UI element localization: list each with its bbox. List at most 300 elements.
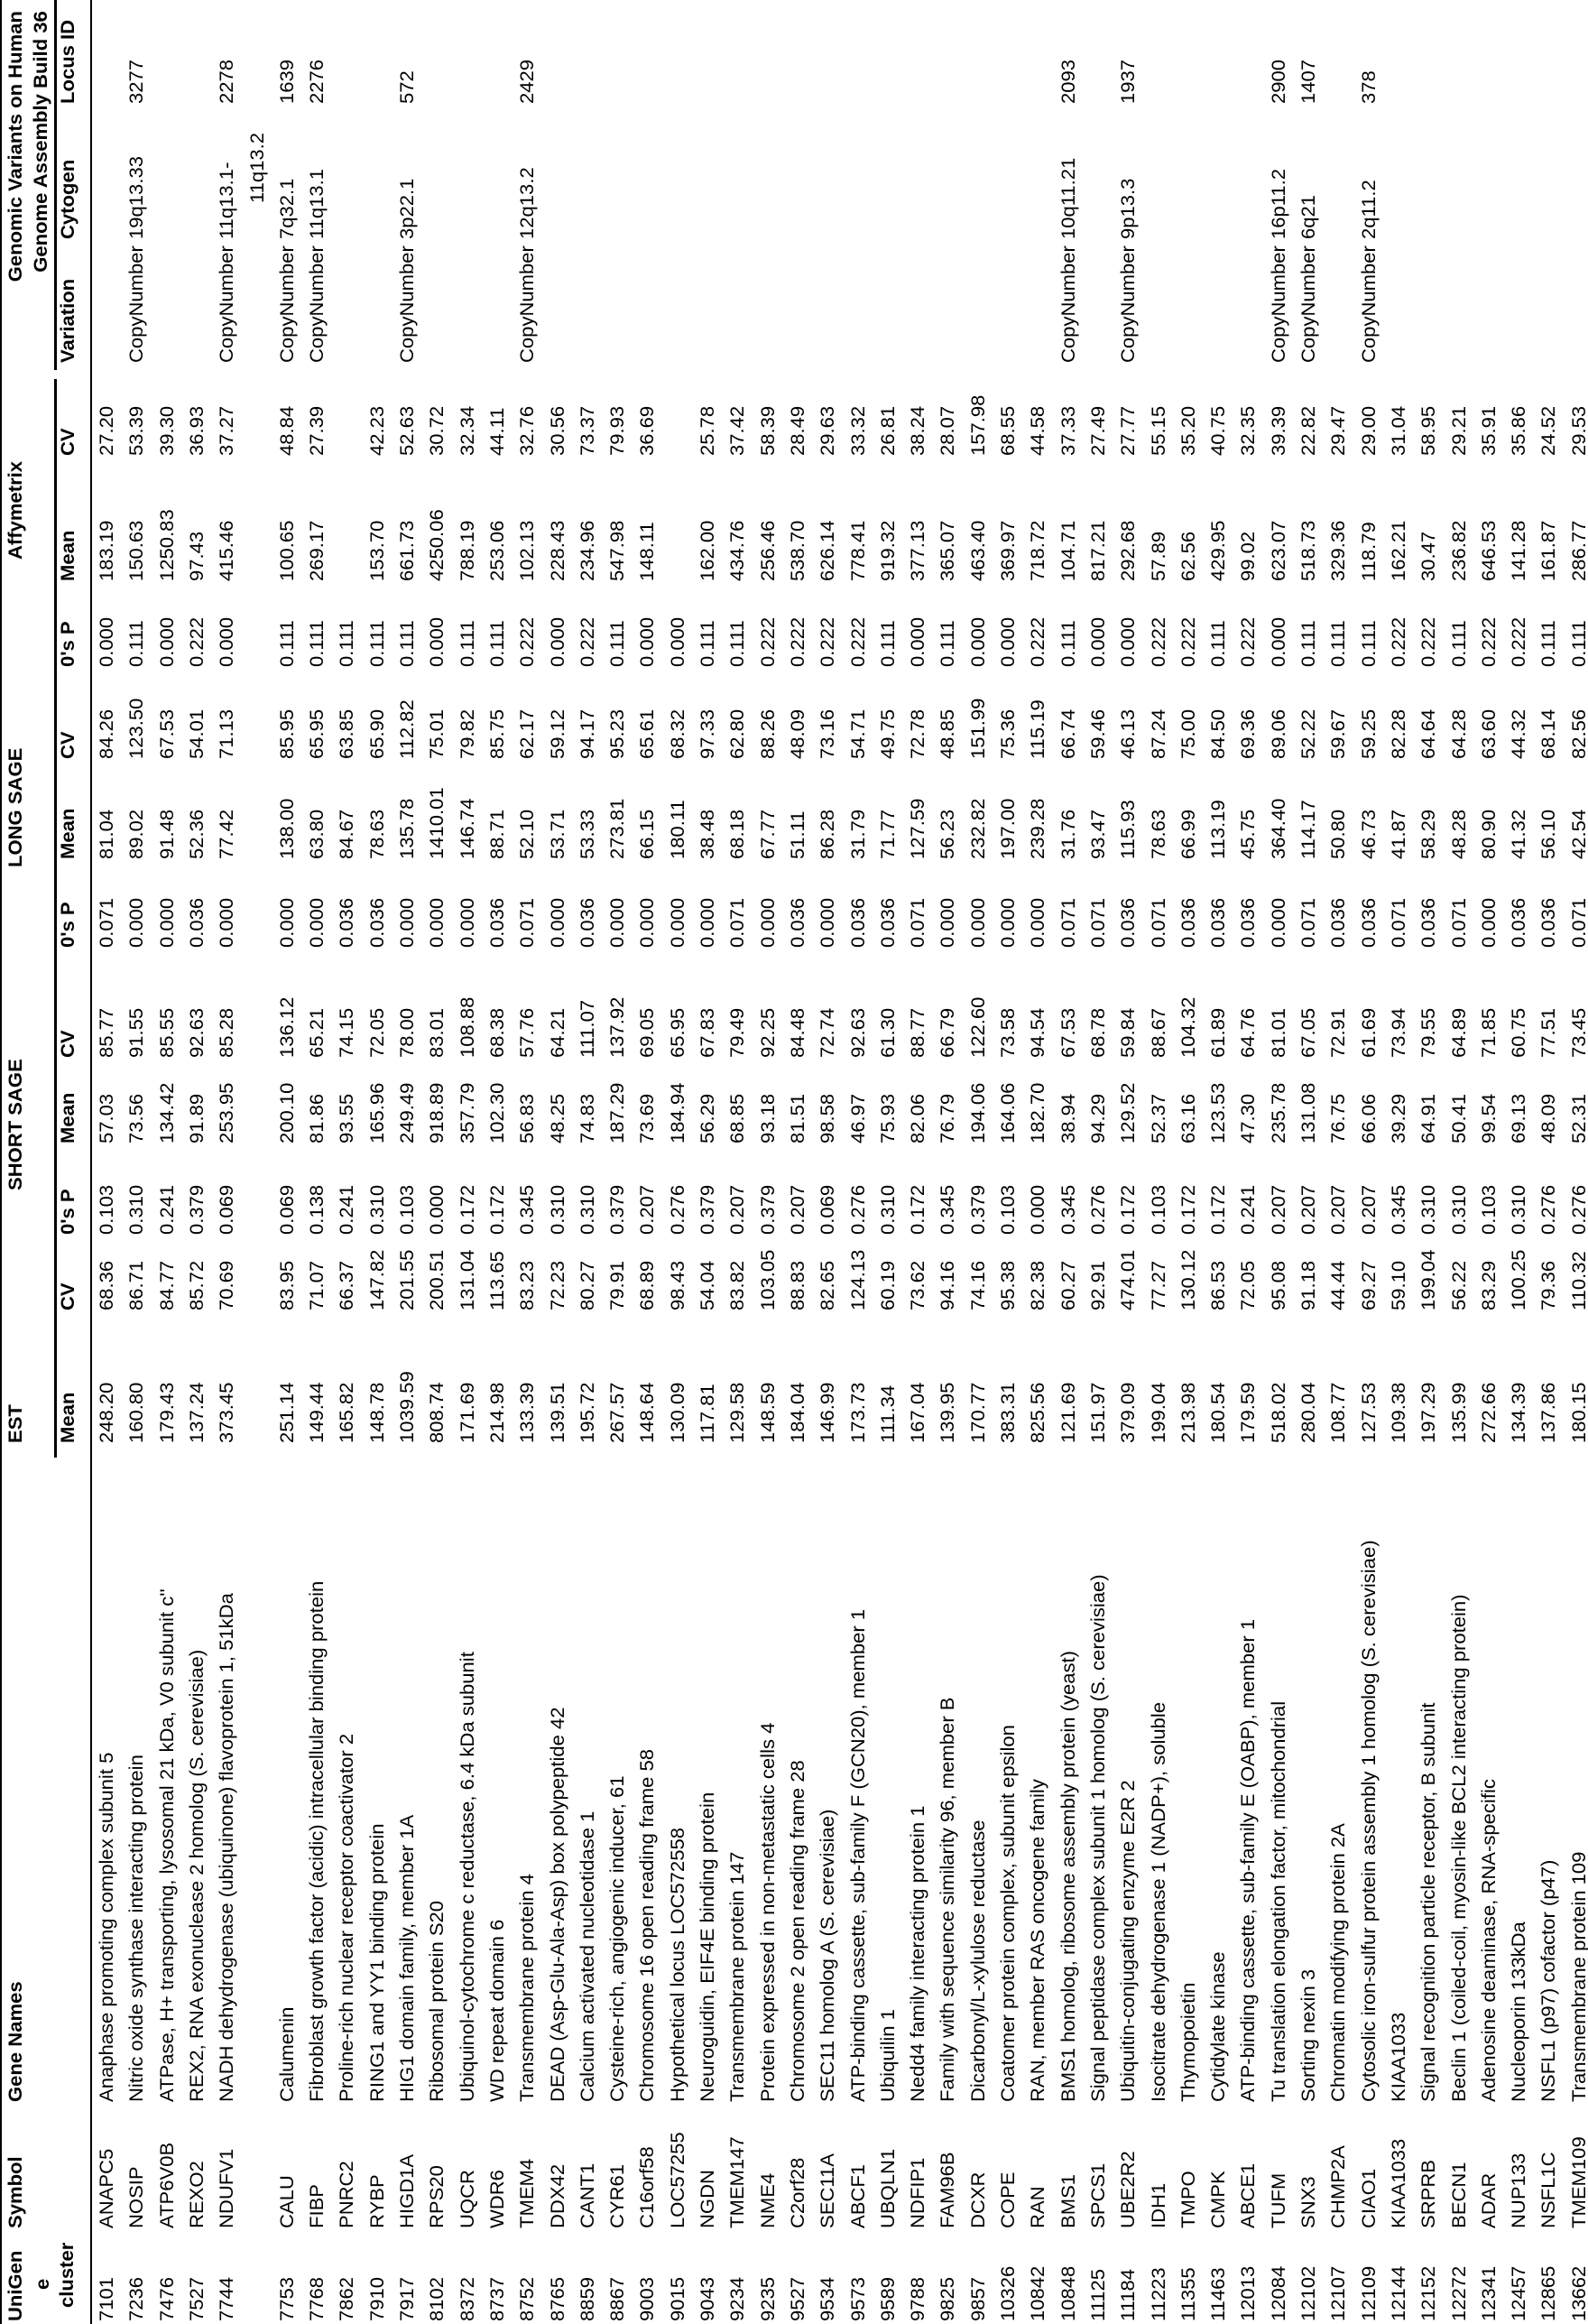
cell-short-sage-cv: 73.45 — [1567, 1010, 1588, 1058]
cell-variation: CopyNumber — [305, 251, 330, 363]
cell-gene-name: Nitric oxide synthase interacting protein — [125, 1771, 150, 2102]
cell-locus-id: 3277 — [125, 61, 150, 104]
cell-unigene-cluster: 7527 — [185, 2279, 210, 2321]
cell-affymetrix-cv: 38.24 — [906, 408, 931, 456]
cell-cytogen: 6q21 — [1297, 197, 1322, 239]
cell-unigene-cluster: 9534 — [816, 2279, 841, 2321]
cell-est-mean: 127.53 — [1357, 1385, 1382, 1443]
cell-short-sage-mean: 123.53 — [1206, 1086, 1232, 1143]
cell-short-sage-mean: 73.69 — [635, 1096, 660, 1143]
cell-est-cv: 54.04 — [696, 1263, 721, 1310]
cell-short-sage-zeros-p: 0.207 — [1297, 1187, 1322, 1235]
cell-short-sage-cv: 72.74 — [816, 1010, 841, 1058]
cell-unigene-cluster: 8102 — [425, 2279, 450, 2321]
cell-long-sage-cv: 82.28 — [1387, 711, 1412, 759]
cell-long-sage-cv: 54.01 — [185, 711, 210, 759]
cell-short-sage-zeros-p: 0.172 — [456, 1187, 481, 1235]
cell-variation: CopyNumber — [1057, 251, 1082, 363]
cell-short-sage-cv: 77.51 — [1537, 1010, 1562, 1058]
cell-long-sage-cv: 89.06 — [1267, 711, 1292, 759]
cell-affymetrix-cv: 79.93 — [605, 408, 631, 456]
cell-long-sage-mean: 66.99 — [1177, 811, 1202, 859]
cell-long-sage-mean: 41.32 — [1507, 811, 1532, 859]
cell-gene-symbol: UBQLN1 — [876, 2153, 901, 2228]
subheader-affymetrix-zeros-p: 0's P — [56, 624, 81, 667]
cell-gene-name: Tu translation elongation factor, mitochondrial — [1267, 1720, 1292, 2102]
cell-long-sage-mean: 1410.01 — [425, 791, 450, 859]
cell-short-sage-cv: 71.85 — [1477, 1010, 1502, 1058]
cell-est-mean: 179.43 — [155, 1385, 180, 1443]
cell-long-sage-zeros-p: 0.036 — [1417, 900, 1442, 948]
cell-short-sage-mean: 81.51 — [786, 1096, 811, 1143]
cell-gene-name: Transmembrane protein 109 — [1567, 1864, 1588, 2102]
cell-affymetrix-cv: 73.37 — [576, 408, 601, 456]
cell-gene-name: Ribosomal protein S20 — [425, 1911, 450, 2102]
subheader-locus-id: Locus ID — [56, 23, 81, 104]
cell-long-sage-cv: 85.95 — [275, 711, 300, 759]
cell-gene-symbol: IDH1 — [1147, 2185, 1172, 2228]
cell-short-sage-mean: 918.89 — [425, 1086, 450, 1143]
cell-unigene-cluster: 7753 — [275, 2279, 300, 2321]
cell-long-sage-cv: 62.80 — [725, 711, 751, 759]
cell-gene-name: Dicarbonyl/L-xylulose reductase — [966, 1833, 992, 2102]
cell-long-sage-mean: 84.67 — [335, 811, 360, 859]
cell-est-cv: 474.01 — [1116, 1253, 1141, 1310]
cell-variation: CopyNumber — [1116, 251, 1141, 363]
subheader-long-sage-cv: CV — [56, 733, 81, 759]
cell-affymetrix-zeros-p: 0.000 — [425, 619, 450, 667]
cell-long-sage-cv: 151.99 — [966, 701, 992, 759]
cell-gene-symbol: SEC11A — [816, 2157, 841, 2228]
cell-affymetrix-cv: 28.49 — [786, 408, 811, 456]
cell-gene-name: Transmembrane protein 147 — [725, 1864, 751, 2102]
cell-long-sage-zeros-p: 0.071 — [906, 900, 931, 948]
cell-affymetrix-mean: 236.82 — [1447, 523, 1473, 581]
cell-affymetrix-mean: 329.36 — [1326, 523, 1352, 581]
cell-affymetrix-zeros-p: 0.111 — [936, 623, 961, 667]
cell-unigene-cluster: 7101 — [95, 2279, 120, 2321]
cell-short-sage-cv: 61.30 — [876, 1010, 901, 1058]
cell-long-sage-zeros-p: 0.036 — [1116, 900, 1141, 948]
cell-long-sage-zeros-p: 0.071 — [1297, 900, 1322, 948]
cell-short-sage-zeros-p: 0.276 — [666, 1187, 691, 1235]
cell-unigene-cluster: 8867 — [605, 2279, 631, 2321]
cell-affymetrix-zeros-p: 0.111 — [605, 623, 631, 667]
cell-gene-name: Calcium activated nucleotidase 1 — [576, 1825, 601, 2102]
cell-long-sage-cv: 75.01 — [425, 711, 450, 759]
cell-affymetrix-cv: 68.55 — [996, 408, 1021, 456]
cell-gene-name: Sorting nexin 3 — [1297, 1976, 1322, 2102]
cell-gene-symbol: NUP133 — [1507, 2157, 1532, 2228]
cell-short-sage-zeros-p: 0.241 — [335, 1187, 360, 1235]
cell-long-sage-mean: 52.36 — [185, 811, 210, 859]
cell-short-sage-zeros-p: 0.310 — [546, 1187, 571, 1235]
cell-long-sage-cv: 48.85 — [936, 711, 961, 759]
cell-gene-name: Neuroguidin, EIF4E binding protein — [696, 1807, 721, 2102]
cell-short-sage-cv: 67.05 — [1297, 1010, 1322, 1058]
cell-affymetrix-mean: 97.43 — [185, 533, 210, 581]
cell-affymetrix-zeros-p: 0.111 — [1447, 623, 1473, 667]
cell-long-sage-zeros-p: 0.000 — [666, 900, 691, 948]
cell-gene-name: RAN, member RAS oncogene family — [1026, 1794, 1051, 2102]
cell-long-sage-cv: 123.50 — [125, 701, 150, 759]
cell-unigene-cluster: 8765 — [546, 2279, 571, 2321]
cell-affymetrix-mean: 153.70 — [365, 523, 391, 581]
cell-long-sage-cv: 88.26 — [756, 711, 781, 759]
cell-affymetrix-mean: 623.07 — [1267, 523, 1292, 581]
cell-locus-id: 1639 — [275, 61, 300, 104]
cell-affymetrix-zeros-p: 0.000 — [966, 619, 992, 667]
cell-long-sage-mean: 93.47 — [1086, 811, 1112, 859]
cell-est-mean: 197.29 — [1417, 1385, 1442, 1443]
cell-gene-name: Nucleoporin 133kDa — [1507, 1930, 1532, 2102]
cell-unigene-cluster: 12272 — [1447, 2269, 1473, 2321]
cell-locus-id: 2276 — [305, 61, 330, 104]
cell-affymetrix-mean: 626.14 — [816, 523, 841, 581]
cell-affymetrix-mean: 919.32 — [876, 523, 901, 581]
cell-short-sage-cv: 64.76 — [1236, 1010, 1261, 1058]
cell-short-sage-zeros-p: 0.207 — [1267, 1187, 1292, 1235]
cell-est-mean: 111.34 — [876, 1388, 901, 1443]
cell-est-mean: 214.98 — [485, 1385, 511, 1443]
cell-gene-symbol: DCXR — [966, 2174, 992, 2228]
cell-affymetrix-zeros-p: 0.222 — [1507, 619, 1532, 667]
cell-est-cv: 82.65 — [816, 1263, 841, 1310]
cell-est-mean: 148.78 — [365, 1385, 391, 1443]
cell-affymetrix-cv: 25.78 — [696, 408, 721, 456]
cell-long-sage-mean: 146.74 — [456, 801, 481, 859]
cell-long-sage-cv: 69.36 — [1236, 711, 1261, 759]
header-gene-names: Gene Names — [4, 1987, 29, 2102]
cell-affymetrix-zeros-p: 0.222 — [576, 619, 601, 667]
cell-gene-symbol: FAM96B — [936, 2155, 961, 2228]
cell-est-cv: 71.07 — [305, 1263, 330, 1310]
cell-short-sage-mean: 46.97 — [846, 1096, 872, 1143]
cell-gene-symbol: NGDN — [696, 2172, 721, 2228]
cell-affymetrix-cv: 32.76 — [515, 408, 540, 456]
cell-gene-symbol: TMPO — [1177, 2173, 1202, 2228]
cell-affymetrix-cv: 44.11 — [485, 410, 511, 456]
cell-affymetrix-zeros-p: 0.111 — [395, 623, 420, 667]
cell-long-sage-mean: 46.73 — [1357, 811, 1382, 859]
cell-affymetrix-zeros-p: 0.111 — [1206, 623, 1232, 667]
cell-long-sage-mean: 67.77 — [756, 811, 781, 859]
cell-gene-symbol: REXO2 — [185, 2164, 210, 2228]
cell-long-sage-mean: 52.10 — [515, 811, 540, 859]
cell-affymetrix-mean: 292.68 — [1116, 523, 1141, 581]
cell-affymetrix-zeros-p: 0.111 — [1357, 623, 1382, 667]
cell-est-mean: 808.74 — [425, 1385, 450, 1443]
cell-affymetrix-mean: 62.56 — [1177, 533, 1202, 581]
cell-affymetrix-zeros-p: 0.111 — [335, 623, 360, 667]
cell-est-mean: 199.04 — [1147, 1385, 1172, 1443]
cell-gene-symbol: BMS1 — [1057, 2177, 1082, 2228]
cell-affymetrix-cv: 58.39 — [756, 408, 781, 456]
cell-short-sage-mean: 182.70 — [1026, 1086, 1051, 1143]
cell-long-sage-zeros-p: 0.036 — [1507, 900, 1532, 948]
cell-gene-symbol: RAN — [1026, 2189, 1051, 2228]
cell-affymetrix-mean: 377.13 — [906, 523, 931, 581]
cell-affymetrix-cv: 36.93 — [185, 408, 210, 456]
cell-gene-name: ATPase, H+ transporting, lysosomal 21 kDa, V0 subunit c'' — [155, 1613, 180, 2102]
cell-short-sage-cv: 72.91 — [1326, 1010, 1352, 1058]
cell-est-cv: 83.95 — [275, 1263, 300, 1310]
cell-long-sage-mean: 91.48 — [155, 811, 180, 859]
cell-short-sage-zeros-p: 0.207 — [786, 1187, 811, 1235]
cell-affymetrix-mean: 4250.06 — [425, 513, 450, 581]
cell-affymetrix-cv: 35.20 — [1177, 408, 1202, 456]
group-header-affymetrix: Affymetrix — [4, 466, 29, 560]
cell-short-sage-zeros-p: 0.207 — [635, 1187, 660, 1235]
cell-est-cv: 103.05 — [756, 1253, 781, 1310]
cell-affymetrix-cv: 27.20 — [95, 408, 120, 456]
cell-short-sage-mean: 129.52 — [1116, 1086, 1141, 1143]
cell-est-cv: 199.04 — [1417, 1253, 1442, 1310]
cell-affymetrix-cv: 37.33 — [1057, 408, 1082, 456]
subheader-affymetrix-mean: Mean — [56, 532, 81, 581]
header-unigene-line1: UniGen — [4, 2254, 29, 2321]
cell-est-mean: 280.04 — [1297, 1385, 1322, 1443]
cell-gene-name: Ubiquinol-cytochrome c reductase, 6.4 kDa subunit — [456, 1673, 481, 2102]
cell-est-cv: 84.77 — [155, 1263, 180, 1310]
cell-gene-symbol: UQCR — [456, 2172, 481, 2228]
cell-affymetrix-cv: 36.69 — [635, 408, 660, 456]
cell-affymetrix-mean: 429.95 — [1206, 523, 1232, 581]
cell-affymetrix-zeros-p: 0.111 — [456, 623, 481, 667]
cell-short-sage-cv: 64.21 — [546, 1010, 571, 1058]
cell-gene-symbol: NDUFV1 — [215, 2153, 240, 2228]
table-top-border — [0, 0, 2, 2324]
cell-gene-name: Signal recognition particle receptor, B subunit — [1417, 1722, 1442, 2102]
cell-long-sage-cv: 82.56 — [1567, 711, 1588, 759]
cell-affymetrix-zeros-p: 0.000 — [1267, 619, 1292, 667]
cell-gene-symbol: PNRC2 — [335, 2164, 360, 2228]
cell-short-sage-cv: 108.88 — [456, 1000, 481, 1058]
cell-affymetrix-zeros-p: 0.111 — [305, 623, 330, 667]
cell-short-sage-mean: 357.79 — [456, 1086, 481, 1143]
cell-long-sage-mean: 364.40 — [1267, 801, 1292, 859]
cell-unigene-cluster: 12102 — [1297, 2269, 1322, 2321]
cell-gene-name: Beclin 1 (coiled-coil, myosin-like BCL2 interacting protein) — [1447, 1618, 1473, 2102]
cell-unigene-cluster: 10326 — [996, 2269, 1021, 2321]
cell-affymetrix-mean: 788.19 — [456, 523, 481, 581]
cell-est-mean: 149.44 — [305, 1385, 330, 1443]
cell-affymetrix-cv: 30.72 — [425, 408, 450, 456]
cell-gene-symbol: SRPRB — [1417, 2163, 1442, 2228]
cell-affymetrix-mean: 369.97 — [996, 523, 1021, 581]
cell-affymetrix-cv: 39.39 — [1267, 408, 1292, 456]
cell-long-sage-mean: 78.63 — [1147, 811, 1172, 859]
cell-gene-name: Ubiquitin-conjugating enzyme E2R 2 — [1116, 1795, 1141, 2102]
cell-long-sage-zeros-p: 0.000 — [696, 900, 721, 948]
cell-est-cv: 60.19 — [876, 1263, 901, 1310]
cell-est-cv: 95.08 — [1267, 1263, 1292, 1310]
cell-gene-symbol: ABCE1 — [1236, 2166, 1261, 2228]
subheader-short-sage-mean: Mean — [56, 1095, 81, 1143]
cell-long-sage-cv: 49.75 — [876, 711, 901, 759]
cell-affymetrix-cv: 29.21 — [1447, 408, 1473, 456]
cell-variation: CopyNumber — [125, 251, 150, 363]
cell-gene-symbol: C2orf28 — [786, 2161, 811, 2228]
cell-affymetrix-cv: 27.77 — [1116, 408, 1141, 456]
cell-affymetrix-cv: 55.15 — [1147, 408, 1172, 456]
cell-affymetrix-mean: 661.73 — [395, 523, 420, 581]
cell-long-sage-mean: 135.78 — [395, 801, 420, 859]
cell-short-sage-mean: 76.75 — [1326, 1096, 1352, 1143]
cell-affymetrix-zeros-p: 0.222 — [786, 619, 811, 667]
cell-long-sage-zeros-p: 0.000 — [425, 900, 450, 948]
cell-short-sage-zeros-p: 0.000 — [425, 1187, 450, 1235]
cell-short-sage-zeros-p: 0.138 — [305, 1187, 330, 1235]
cell-affymetrix-zeros-p: 0.222 — [515, 619, 540, 667]
cell-affymetrix-mean: 57.89 — [1147, 533, 1172, 581]
cell-short-sage-cv: 85.55 — [155, 1010, 180, 1058]
cell-long-sage-mean: 77.42 — [215, 811, 240, 859]
cell-est-cv: 56.22 — [1447, 1263, 1473, 1310]
cell-est-cv: 69.27 — [1357, 1263, 1382, 1310]
cell-short-sage-mean: 76.79 — [936, 1096, 961, 1143]
cell-short-sage-zeros-p: 0.207 — [1357, 1187, 1382, 1235]
cell-gene-symbol: HIGD1A — [395, 2158, 420, 2228]
cell-long-sage-cv: 73.16 — [816, 711, 841, 759]
cell-short-sage-zeros-p: 0.172 — [485, 1187, 511, 1235]
cell-gene-name: Proline-rich nuclear receptor coactivator 2 — [335, 1751, 360, 2102]
cell-affymetrix-mean: 161.87 — [1537, 523, 1562, 581]
cell-long-sage-zeros-p: 0.000 — [816, 900, 841, 948]
cell-est-mean: 134.39 — [1507, 1385, 1532, 1443]
cell-est-cv: 100.25 — [1507, 1253, 1532, 1310]
cell-unigene-cluster: 11223 — [1147, 2270, 1172, 2321]
cell-long-sage-zeros-p: 0.000 — [155, 900, 180, 948]
cell-affymetrix-zeros-p: 0.222 — [1417, 619, 1442, 667]
cell-short-sage-mean: 99.54 — [1477, 1096, 1502, 1143]
cell-est-cv: 86.71 — [125, 1263, 150, 1310]
cell-affymetrix-cv: 32.35 — [1236, 408, 1261, 456]
cell-affymetrix-mean: 817.21 — [1086, 523, 1112, 581]
cell-short-sage-cv: 79.55 — [1417, 1010, 1442, 1058]
cell-long-sage-mean: 63.80 — [305, 811, 330, 859]
cell-short-sage-mean: 93.55 — [335, 1096, 360, 1143]
cell-gene-symbol: ANAPC5 — [95, 2153, 120, 2228]
cell-long-sage-cv: 75.36 — [996, 711, 1021, 759]
cell-long-sage-cv: 79.82 — [456, 711, 481, 759]
cell-locus-id: 1937 — [1116, 61, 1141, 104]
cell-unigene-cluster: 8859 — [576, 2279, 601, 2321]
cell-affymetrix-cv: 157.98 — [966, 398, 992, 456]
cell-est-cv: 131.04 — [456, 1253, 481, 1310]
cell-gene-name: Nedd4 family interacting protein 1 — [906, 1819, 931, 2102]
cell-affymetrix-cv: 29.00 — [1357, 408, 1382, 456]
cell-long-sage-mean: 68.18 — [725, 811, 751, 859]
cell-short-sage-cv: 65.95 — [666, 1010, 691, 1058]
cell-gene-symbol: SNX3 — [1297, 2179, 1322, 2228]
cell-short-sage-cv: 104.32 — [1177, 1000, 1202, 1058]
group-header-short-sage: SHORT SAGE — [4, 1065, 29, 1190]
cell-gene-name: Chromosome 16 open reading frame 58 — [635, 1766, 660, 2102]
cell-unigene-cluster: 8737 — [485, 2279, 511, 2321]
cell-short-sage-zeros-p: 0.172 — [1177, 1187, 1202, 1235]
cell-variation: CopyNumber — [1267, 251, 1292, 363]
cell-affymetrix-mean: 99.02 — [1236, 533, 1261, 581]
cell-affymetrix-zeros-p: 0.000 — [1086, 619, 1112, 667]
cell-affymetrix-cv: 31.04 — [1387, 408, 1412, 456]
cell-affymetrix-zeros-p: 0.111 — [1297, 623, 1322, 667]
cell-unigene-cluster: 8372 — [456, 2279, 481, 2321]
cell-unigene-cluster: 9589 — [876, 2279, 901, 2321]
cell-est-mean: 137.24 — [185, 1385, 210, 1443]
cell-long-sage-cv: 112.82 — [395, 702, 420, 759]
cell-gene-symbol: TMEM4 — [515, 2162, 540, 2229]
cell-est-cv: 98.43 — [666, 1263, 691, 1310]
cell-short-sage-cv: 67.53 — [1057, 1010, 1082, 1058]
cell-long-sage-zeros-p: 0.036 — [1236, 900, 1261, 948]
header-bottom-border — [90, 0, 92, 2324]
cell-unigene-cluster: 7236 — [125, 2279, 150, 2321]
cell-locus-id: 2278 — [215, 61, 240, 104]
cell-affymetrix-zeros-p: 0.111 — [365, 623, 391, 667]
cell-long-sage-cv: 54.71 — [846, 711, 872, 759]
subheader-variation: Variation — [56, 282, 81, 363]
cell-short-sage-mean: 57.03 — [95, 1096, 120, 1143]
cell-locus-id: 572 — [395, 72, 420, 104]
cell-gene-symbol: ATP6V0B — [155, 2146, 180, 2228]
cell-gene-symbol: RYBP — [365, 2177, 391, 2228]
cell-short-sage-zeros-p: 0.172 — [1116, 1187, 1141, 1235]
cell-affymetrix-cv: 52.63 — [395, 408, 420, 456]
cell-short-sage-cv: 84.48 — [786, 1010, 811, 1058]
cell-est-cv: 130.12 — [1177, 1253, 1202, 1310]
cell-short-sage-zeros-p: 0.345 — [1057, 1187, 1082, 1235]
cell-affymetrix-zeros-p: 0.000 — [215, 619, 240, 667]
cell-affymetrix-mean: 228.43 — [546, 523, 571, 581]
cell-unigene-cluster: 9527 — [786, 2279, 811, 2321]
header-unigene-line3: cluster — [55, 2245, 80, 2308]
cell-short-sage-zeros-p: 0.345 — [936, 1187, 961, 1235]
cell-long-sage-zeros-p: 0.036 — [1537, 900, 1562, 948]
cell-est-cv: 82.38 — [1026, 1263, 1051, 1310]
cell-unigene-cluster: 12152 — [1417, 2269, 1442, 2321]
cell-est-mean: 117.81 — [696, 1386, 721, 1443]
cell-est-cv: 92.91 — [1086, 1263, 1112, 1310]
cell-short-sage-zeros-p: 0.276 — [1086, 1187, 1112, 1235]
cell-long-sage-zeros-p: 0.000 — [456, 900, 481, 948]
cell-est-mean: 148.64 — [635, 1385, 660, 1443]
cell-est-mean: 129.58 — [725, 1385, 751, 1443]
cell-affymetrix-mean: 141.28 — [1507, 523, 1532, 581]
cell-affymetrix-mean: 463.40 — [966, 523, 992, 581]
cell-gene-symbol: NSFL1C — [1537, 2155, 1562, 2228]
cell-affymetrix-zeros-p: 0.111 — [485, 623, 511, 667]
cell-short-sage-mean: 56.83 — [515, 1096, 540, 1143]
cell-unigene-cluster: 9235 — [756, 2279, 781, 2321]
cell-affymetrix-cv: 35.86 — [1507, 408, 1532, 456]
cell-short-sage-mean: 73.56 — [125, 1096, 150, 1143]
cell-gene-name: Calumenin — [275, 2012, 300, 2102]
cell-long-sage-mean: 113.19 — [1206, 802, 1232, 859]
cell-affymetrix-zeros-p: 0.111 — [1057, 623, 1082, 667]
cell-long-sage-zeros-p: 0.036 — [786, 900, 811, 948]
cell-short-sage-cv: 73.94 — [1387, 1010, 1412, 1058]
cell-est-cv: 94.16 — [936, 1263, 961, 1310]
cell-affymetrix-mean: 269.17 — [305, 523, 330, 581]
cell-short-sage-cv: 122.60 — [966, 1000, 992, 1058]
cell-gene-name: DEAD (Asp-Glu-Ala-Asp) box polypeptide 42 — [546, 1726, 571, 2102]
subheader-est-cv: CV — [56, 1284, 81, 1310]
cell-gene-symbol: TUFM — [1267, 2176, 1292, 2228]
cell-short-sage-mean: 253.95 — [215, 1086, 240, 1143]
cell-affymetrix-zeros-p: 0.222 — [756, 619, 781, 667]
cell-est-cv: 77.27 — [1147, 1263, 1172, 1310]
